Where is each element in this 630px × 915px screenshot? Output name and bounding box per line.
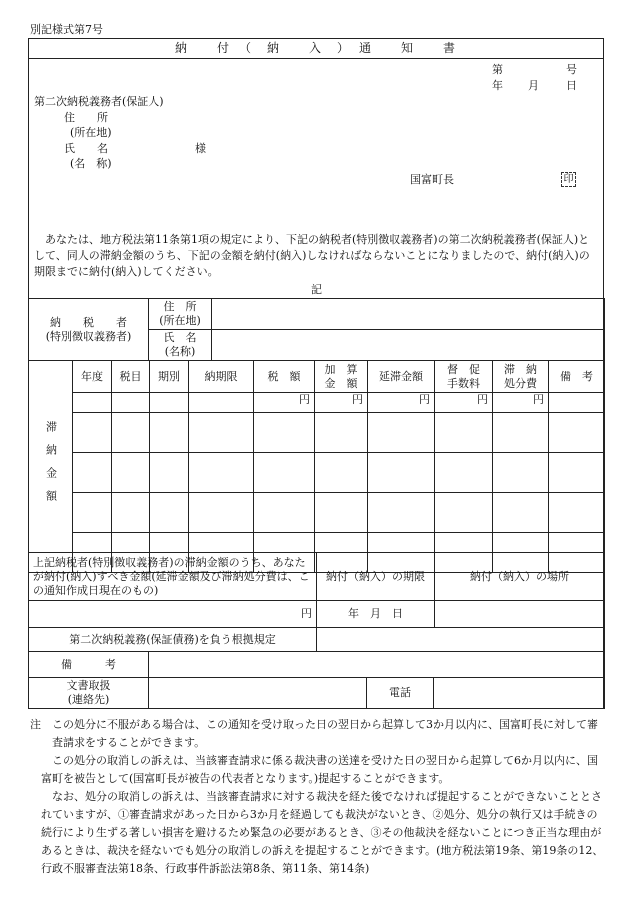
summary-description: 上記納税者(特別徴収義務者)の滞納金額のうち、あなたが納付(納入)すべき金額(延滞金額及び滞納処分費は、この通知作成日現在のもの)	[29, 553, 317, 601]
contact-value[interactable]	[149, 678, 367, 709]
cell[interactable]	[549, 453, 605, 493]
name-label: 氏 名	[64, 142, 108, 155]
cell[interactable]	[549, 413, 605, 453]
contact-label: 文書取扱 (連絡先)	[29, 678, 149, 709]
arrears-table	[28, 360, 605, 573]
cell[interactable]	[315, 493, 368, 533]
remarks-value[interactable]	[149, 652, 605, 678]
cell[interactable]	[493, 453, 549, 493]
header-nokigen: 納期限	[189, 361, 254, 393]
notice-body-text: あなたは、地方税法第11条第1項の規定により、下記の納税者(特別徴収義務者)の第二次納税義務者(保証人)として、同人の滞納金額のうち、下記の金額を納付(納入)しなければならないことになりましたので、納付(納入)の期限までに納付(納入)してください。	[34, 233, 590, 278]
taxpayer-table	[28, 298, 605, 361]
date-month: 月	[528, 79, 539, 92]
yen-unit: 円	[254, 393, 315, 413]
header-kasan: 加 算 金 額	[315, 361, 368, 393]
ki-label: 記	[311, 283, 322, 296]
recipient-role: 第二次納税義務者(保証人)	[34, 95, 164, 108]
cell[interactable]	[254, 453, 315, 493]
cell[interactable]	[254, 493, 315, 533]
cell[interactable]	[73, 493, 112, 533]
cell[interactable]	[189, 393, 254, 413]
header-entai: 延滞金額	[368, 361, 435, 393]
phone-value[interactable]	[434, 678, 605, 709]
remarks-contact-table	[28, 651, 605, 709]
cell[interactable]	[435, 453, 493, 493]
table-row	[29, 413, 605, 453]
cell[interactable]	[73, 393, 112, 413]
notes-section	[30, 716, 604, 878]
amount-yen[interactable]: 円	[29, 601, 317, 628]
taxpayer-address-label: 住 所 (所在地)	[149, 299, 212, 330]
form-number-label: 別記様式第7号	[30, 23, 103, 36]
title-row	[28, 38, 604, 59]
meisho-label: (名 称)	[70, 157, 112, 170]
cell[interactable]	[549, 393, 605, 413]
cell[interactable]	[150, 393, 189, 413]
header-shobunhi: 滞 納 処分費	[493, 361, 549, 393]
phone-label: 電話	[367, 678, 434, 709]
basis-label: 第二次納税義務(保証債務)を負う根拠規定	[29, 628, 317, 652]
cell[interactable]	[493, 493, 549, 533]
header-biko: 備 考	[549, 361, 605, 393]
cell[interactable]	[493, 413, 549, 453]
cell[interactable]	[73, 453, 112, 493]
basis-value[interactable]	[317, 628, 605, 652]
payment-place-value[interactable]	[435, 601, 605, 628]
cell[interactable]	[189, 413, 254, 453]
date-day: 日	[566, 79, 577, 92]
sama-label: 様	[195, 142, 206, 155]
location-label: (所在地)	[70, 126, 112, 139]
cell[interactable]	[150, 493, 189, 533]
deadline-date[interactable]: 年 月 日	[317, 601, 435, 628]
taxpayer-address-value[interactable]	[212, 299, 605, 330]
date-year: 年	[492, 79, 503, 92]
header-zeigaku: 税 額	[254, 361, 315, 393]
header-tokusoku: 督 促 手数料	[435, 361, 493, 393]
cell[interactable]	[368, 453, 435, 493]
note-paragraph-3: なお、処分の取消しの訴えは、当該審査請求に対する裁決を経た後でなければ提起することができないこととされていますが、①審査請求があった日から3か月を経過しても裁決がないとき、②処分、処分の執行又は手続きの続行により生ずる著しい損害を避けるため緊急の必要があるとき、③その他裁決を経ないことにつき正当な理由があるときは、裁決を経ないでも処分の取消しの訴えを提起することができます。(地方税法第19条、第19条の12、行政不服審査法第18条、行政事件訴訟法第8条、第11条、第14条)	[41, 790, 604, 875]
table-row	[29, 493, 605, 533]
cell[interactable]	[189, 453, 254, 493]
note-paragraph-2: この処分の取消しの訴えは、当該審査請求に係る裁決書の送達を受けた日の翌日から起算して6か月以内に、国富町を被告として(国富町長が被告の代表者となります。)提起することができます。	[41, 754, 598, 785]
cell[interactable]	[150, 413, 189, 453]
table-row	[29, 393, 605, 413]
cell[interactable]	[549, 493, 605, 533]
issuer-name: 国富町長	[410, 173, 454, 186]
cell[interactable]	[112, 413, 150, 453]
cell[interactable]	[112, 493, 150, 533]
arrears-side-label: 滞納金額	[29, 361, 73, 573]
summary-table	[28, 552, 605, 652]
header-nendo: 年度	[73, 361, 112, 393]
cell[interactable]	[112, 453, 150, 493]
header-kibetsu: 期別	[150, 361, 189, 393]
header-zeimoku: 税目	[112, 361, 150, 393]
taxpayer-name-label: 氏 名 (名称)	[149, 330, 212, 361]
document-title: 納 付 （ 納 入 ） 通 知 書	[174, 41, 457, 55]
number-dai: 第	[492, 63, 503, 76]
yen-unit: 円	[493, 393, 549, 413]
cell[interactable]	[315, 413, 368, 453]
note-paragraph-1: 注 この処分に不服がある場合は、この通知を受け取った日の翌日から起算して3か月以内に、国富町長に対して審査請求をすることができます。	[30, 718, 598, 749]
taxpayer-label: 納 税 者 (特別徴収義務者)	[29, 299, 149, 361]
cell[interactable]	[435, 413, 493, 453]
yen-unit: 円	[315, 393, 368, 413]
cell[interactable]	[368, 493, 435, 533]
cell[interactable]	[254, 413, 315, 453]
cell[interactable]	[315, 453, 368, 493]
yen-unit: 円	[368, 393, 435, 413]
number-go: 号	[566, 63, 577, 76]
table-row	[29, 453, 605, 493]
cell[interactable]	[435, 493, 493, 533]
yen-unit: 円	[435, 393, 493, 413]
deadline-header: 納付（納入）の期限	[317, 553, 435, 601]
cell[interactable]	[150, 453, 189, 493]
cell[interactable]	[112, 393, 150, 413]
address-label: 住 所	[64, 111, 108, 124]
remarks-label: 備 考	[29, 652, 149, 678]
seal-mark: 印	[561, 172, 576, 187]
cell[interactable]	[189, 493, 254, 533]
cell[interactable]	[368, 413, 435, 453]
taxpayer-name-value[interactable]	[212, 330, 605, 361]
cell[interactable]	[73, 413, 112, 453]
place-header: 納付（納入）の場所	[435, 553, 605, 601]
